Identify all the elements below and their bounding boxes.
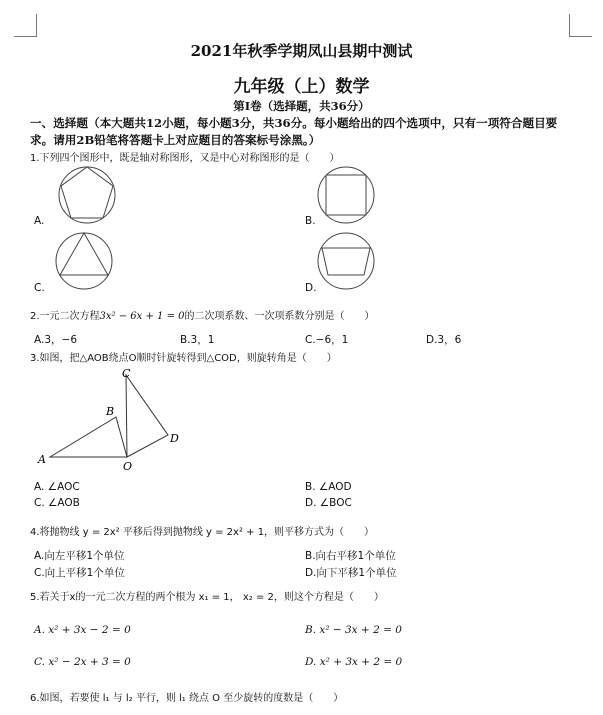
q2-option-d: D.3，6 [426, 334, 462, 346]
q4-stem: 4.将抛物线 y = 2x² 平移后得到抛物线 y = 2x² + 1，则平移方式为（ ） [30, 527, 375, 538]
q2-option-a: A.3，−6 [34, 334, 77, 346]
q1-figure-d [312, 228, 384, 296]
crop-mark-top-left [14, 14, 37, 37]
exam-subtitle: 九年级（上）数学 [233, 77, 370, 97]
q1-option-c-label: C. [34, 282, 45, 294]
q2-stem-pre: 2.一元二次方程 [30, 311, 100, 322]
q1-figure-c [52, 228, 124, 296]
q1-option-d-label: D. [305, 282, 317, 294]
q5-option-b: B. x² − 3x + 2 = 0 [305, 624, 402, 636]
q1-option-a-label: A. [34, 215, 45, 227]
q3-point-o: O [123, 460, 133, 473]
q3-point-d: D [170, 432, 179, 445]
q3-option-c: C. ∠AOB [34, 497, 80, 509]
part-heading: 第Ⅰ卷（选择题，共36分） [233, 99, 370, 113]
q1-option-b-label: B. [305, 215, 316, 227]
crop-mark-top-right [569, 14, 592, 37]
q3-option-d: D. ∠BOC [305, 497, 352, 509]
q5-option-a: A. x² + 3x − 2 = 0 [34, 624, 131, 636]
q5-option-c: C. x² − 2x + 3 = 0 [34, 656, 131, 668]
q3-point-b: B [106, 405, 115, 418]
q2-stem [30, 307, 375, 322]
q3-option-b: B. ∠AOD [305, 481, 352, 493]
q2-option-c: C.−6，1 [305, 334, 349, 346]
q3-option-a: A. ∠AOC [34, 481, 80, 493]
q2-stem-post: 的二次项系数、一次项系数分别是（ ） [184, 311, 375, 322]
q3-stem: 3.如图，把△AOB绕点O顺时针旋转得到△COD，则旋转角是（ ） [30, 353, 337, 364]
q4-option-a: A.向左平移1个单位 [34, 550, 125, 562]
q6-stem: 6.如图，若要使 l₁ 与 l₂ 平行，则 l₁ 绕点 O 至少旋转的度数是（ ） [30, 693, 344, 704]
q1-figure-a [52, 162, 124, 232]
q3-figure [30, 365, 190, 475]
q2-equation: 3x² − 6x + 1 = 0 [99, 311, 185, 322]
exam-title: 2021年秋季学期凤山县期中测试 [190, 42, 413, 60]
q4-option-d: D.向下平移1个单位 [305, 567, 397, 579]
section-instructions: 一、选择题（本大题共12小题，每小题3分，共36分。每小题给出的四个选项中，只有一项符合题目要求。请用2B铅笔将答题卡上对应题目的答案标号涂黑。） [30, 116, 558, 147]
q2-option-b: B.3，1 [180, 334, 215, 346]
q5-stem: 5.若关于x的一元二次方程的两个根为 x₁ = 1， x₂ = 2，则这个方程是（ ） [30, 592, 384, 603]
q4-option-c: C.向上平移1个单位 [34, 567, 125, 579]
q3-point-c: C [122, 367, 131, 380]
q5-option-d: D. x² + 3x + 2 = 0 [305, 656, 403, 668]
q1-stem: 1.下列四个图形中，既是轴对称图形，又是中心对称图形的是（ ） [30, 153, 340, 164]
q1-figure-b [312, 162, 384, 232]
q3-point-a: A [38, 453, 46, 466]
q4-option-b: B.向右平移1个单位 [305, 550, 396, 562]
